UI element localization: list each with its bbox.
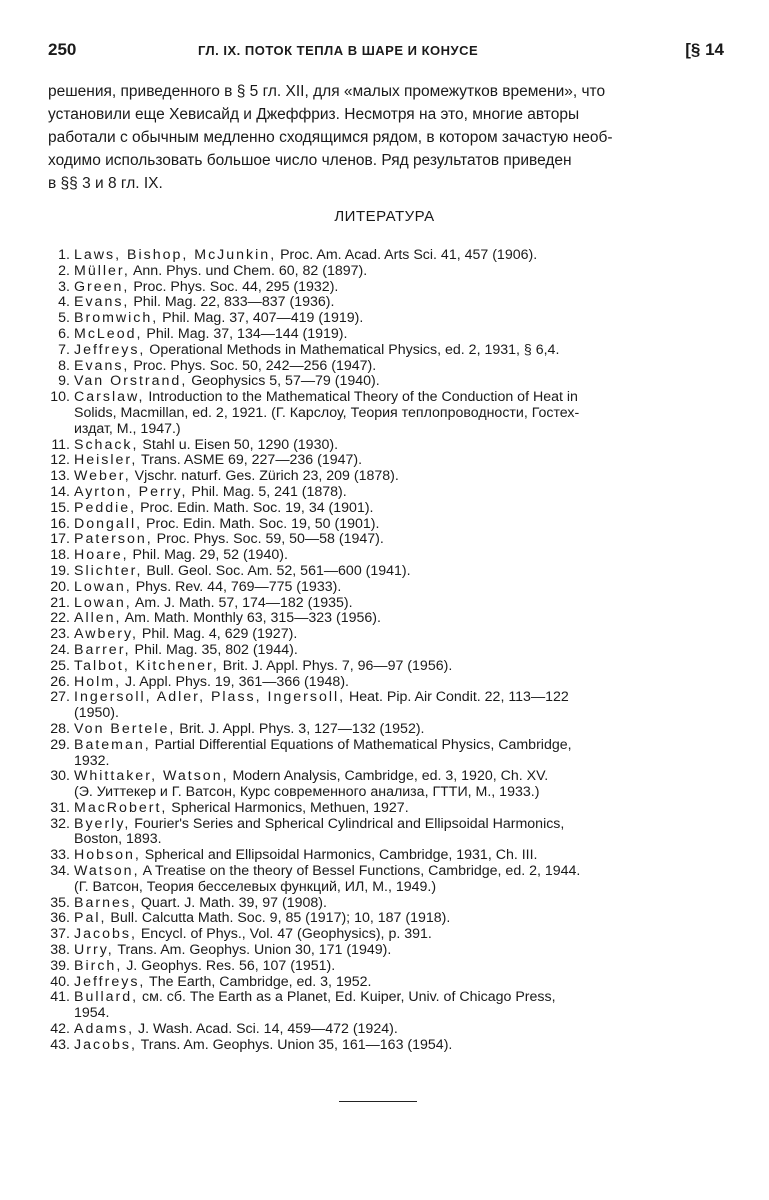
reference-item <box>48 311 724 327</box>
intro-line: ходимо использовать большое число членов. Ряд результатов приведен <box>48 152 572 169</box>
reference-item <box>48 611 724 627</box>
reference-item <box>48 911 724 927</box>
intro-line: установили еще Хевисайд и Джеффриз. Несмотря на это, многие авторы <box>48 106 580 123</box>
reference-text <box>74 327 724 343</box>
reference-source: J. Appl. Phys. 19, 361—366 (1948). <box>121 673 349 690</box>
reference-source: Operational Methods in Mathematical Physics, ed. 2, 1931, § 6,4. <box>145 341 560 358</box>
reference-source: Ann. Phys. und Chem. 60, 82 (1897). <box>129 262 368 279</box>
reference-source: A Treatise on the theory of Bessel Functions, Cambridge, ed. 2, 1944. <box>139 863 581 880</box>
reference-source: Modern Analysis, Cambridge, ed. 3, 1920, Ch. XV. <box>228 768 549 785</box>
reference-item <box>48 517 724 533</box>
reference-authors: MacRobert, <box>74 799 168 816</box>
reference-item <box>48 374 724 390</box>
reference-text <box>74 248 724 264</box>
reference-number: 33. <box>50 847 70 864</box>
reference-source: Bull. Calcutta Math. Soc. 9, 85 (1917); 10, 187 (1918). <box>106 910 451 927</box>
reference-continuation: (Г. Ватсон, Теория бесселевых функций, ИЛ, М., 1949.) <box>74 878 437 895</box>
page-header <box>48 40 724 64</box>
reference-text <box>74 311 724 327</box>
reference-item <box>48 959 724 975</box>
reference-authors: Whittaker, Watson, <box>74 768 229 785</box>
reference-continuation: 1932. <box>74 752 110 769</box>
reference-source: Geophysics 5, 57—79 (1940). <box>187 373 380 390</box>
reference-item <box>48 643 724 659</box>
reference-number: 4. <box>58 294 70 311</box>
reference-number: 30. <box>50 768 70 785</box>
reference-number: 25. <box>50 657 70 674</box>
reference-authors: Jeffreys, <box>74 973 146 990</box>
reference-item <box>48 485 724 501</box>
reference-text <box>74 864 724 880</box>
reference-continuation: Boston, 1893. <box>74 831 162 848</box>
reference-number: 17. <box>50 531 70 548</box>
reference-number: 40. <box>50 973 70 990</box>
reference-authors: Von Bertele, <box>74 720 176 737</box>
reference-number: 35. <box>50 894 70 911</box>
reference-item <box>48 359 724 375</box>
reference-authors: Urry, <box>74 942 114 959</box>
reference-number: 23. <box>50 626 70 643</box>
reference-continuation: (1950). <box>74 705 119 722</box>
reference-number: 2. <box>58 262 70 279</box>
references-list <box>48 248 724 1054</box>
reference-number: 15. <box>50 499 70 516</box>
reference-item <box>48 532 724 548</box>
reference-source: Spherical Harmonics, Methuen, 1927. <box>167 799 409 816</box>
reference-authors: Talbot, Kitchener, <box>74 657 219 674</box>
reference-source: Proc. Edin. Math. Soc. 19, 50 (1901). <box>142 515 380 532</box>
reference-item <box>48 438 724 454</box>
reference-authors: Allen, <box>74 610 122 627</box>
reference-text <box>74 580 724 596</box>
reference-authors: Müller, <box>74 262 130 279</box>
reference-number: 32. <box>50 815 70 832</box>
reference-number: 9. <box>58 373 70 390</box>
reference-text <box>74 627 724 643</box>
reference-text <box>74 975 724 991</box>
reference-text <box>74 280 724 296</box>
reference-source: Trans. Am. Geophys. Union 30, 171 (1949). <box>113 942 392 959</box>
reference-number: 26. <box>50 673 70 690</box>
reference-authors: Barrer, <box>74 641 131 658</box>
reference-number: 19. <box>50 562 70 579</box>
reference-item <box>48 864 724 896</box>
reference-source: Trans. ASME 69, 227—236 (1947). <box>137 452 363 469</box>
reference-source: Phil. Mag. 37, 407—419 (1919). <box>158 310 364 327</box>
reference-text <box>74 959 724 975</box>
reference-source: Vjschr. naturf. Ges. Zürich 23, 209 (1878). <box>130 468 399 485</box>
reference-number: 18. <box>50 547 70 564</box>
reference-number: 29. <box>50 736 70 753</box>
end-divider <box>339 1101 417 1102</box>
reference-authors: Laws, Bishop, McJunkin, <box>74 247 277 263</box>
reference-source: Quart. J. Math. 39, 97 (1908). <box>136 894 327 911</box>
reference-source: Phys. Rev. 44, 769—775 (1933). <box>131 578 342 595</box>
reference-number: 16. <box>50 515 70 532</box>
reference-number: 42. <box>50 1021 70 1038</box>
reference-text <box>74 611 724 627</box>
reference-source: Phil. Mag. 29, 52 (1940). <box>128 547 288 564</box>
reference-text <box>74 548 724 564</box>
reference-number: 37. <box>50 926 70 943</box>
reference-number: 28. <box>50 720 70 737</box>
reference-text <box>74 390 724 406</box>
reference-text <box>74 927 724 943</box>
reference-source: Bull. Geol. Soc. Am. 52, 561—600 (1941). <box>142 562 411 579</box>
reference-text <box>74 817 724 833</box>
reference-number: 8. <box>58 357 70 374</box>
reference-text <box>74 343 724 359</box>
reference-source: Proc. Phys. Soc. 50, 242—256 (1947). <box>129 357 377 374</box>
reference-text <box>74 896 724 912</box>
reference-text <box>74 438 724 454</box>
reference-item <box>48 548 724 564</box>
reference-continuation: (Э. Уиттекер и Г. Ватсон, Курс современного анализа, ГТТИ, М., 1933.) <box>74 784 540 801</box>
reference-number: 38. <box>50 942 70 959</box>
reference-text <box>74 532 724 548</box>
reference-item <box>48 659 724 675</box>
reference-authors: Green, <box>74 278 130 295</box>
reference-item <box>48 469 724 485</box>
reference-authors: Slichter, <box>74 562 143 579</box>
reference-text <box>74 675 724 691</box>
reference-item <box>48 675 724 691</box>
reference-source: Proc. Phys. Soc. 59, 50—58 (1947). <box>152 531 384 548</box>
reference-authors: Ingersoll, Adler, Plass, Ingersoll, <box>74 689 346 706</box>
reference-source: Spherical and Ellipsoidal Harmonics, Cambridge, 1931, Ch. III. <box>140 847 538 864</box>
reference-authors: Bromwich, <box>74 310 159 327</box>
reference-text <box>74 264 724 280</box>
reference-number: 7. <box>58 341 70 358</box>
reference-item <box>48 564 724 580</box>
intro-line: решения, приведенного в § 5 гл. XII, для «малых промежутков времени», что <box>48 83 606 100</box>
reference-authors: Evans, <box>74 294 130 311</box>
reference-source: J. Geophys. Res. 56, 107 (1951). <box>122 957 336 974</box>
reference-authors: Pal, <box>74 910 107 927</box>
reference-text <box>74 1038 724 1054</box>
reference-source: Proc. Phys. Soc. 44, 295 (1932). <box>129 278 339 295</box>
reference-source: Proc. Edin. Math. Soc. 19, 34 (1901). <box>136 499 374 516</box>
reference-text <box>74 596 724 612</box>
reference-number: 31. <box>50 799 70 816</box>
reference-authors: Weber, <box>74 468 131 485</box>
reference-text <box>74 738 724 754</box>
reference-text <box>74 517 724 533</box>
reference-source: Fourier's Series and Spherical Cylindrical and Ellipsoidal Harmonics, <box>130 815 565 832</box>
reference-authors: Lowan, <box>74 594 132 611</box>
reference-source: Phil. Mag. 4, 629 (1927). <box>137 626 298 643</box>
reference-item <box>48 769 724 801</box>
reference-item <box>48 627 724 643</box>
references-heading: ЛИТЕРАТУРА <box>334 208 435 225</box>
reference-item <box>48 927 724 943</box>
reference-number: 1. <box>58 247 70 263</box>
reference-source: Stahl u. Eisen 50, 1290 (1930). <box>138 436 339 453</box>
reference-number: 24. <box>50 641 70 658</box>
reference-source: Brit. J. Appl. Phys. 3, 127—132 (1952). <box>175 720 425 737</box>
reference-item <box>48 596 724 612</box>
reference-number: 11. <box>51 436 70 453</box>
reference-number: 22. <box>50 610 70 627</box>
reference-number: 43. <box>50 1036 70 1053</box>
reference-text <box>74 485 724 501</box>
reference-item <box>48 248 724 264</box>
reference-source: Heat. Pip. Air Condit. 22, 113—122 <box>345 689 569 706</box>
reference-item <box>48 943 724 959</box>
reference-text <box>74 722 724 738</box>
reference-text <box>74 374 724 390</box>
reference-authors: Adams, <box>74 1021 135 1038</box>
reference-text <box>74 501 724 517</box>
reference-text <box>74 469 724 485</box>
reference-source: Proc. Am. Acad. Arts Sci. 41, 457 (1906). <box>276 247 538 263</box>
reference-source: Phil. Mag. 37, 134—144 (1919). <box>142 325 348 342</box>
intro-line: работали с обычным медленно сходящимся рядом, в котором зачастую необ- <box>48 129 613 146</box>
reference-source: Brit. J. Appl. Phys. 7, 96—97 (1956). <box>218 657 453 674</box>
reference-authors: Holm, <box>74 673 122 690</box>
reference-item <box>48 390 724 437</box>
reference-continuation: 1954. <box>74 1005 110 1022</box>
reference-number: 20. <box>50 578 70 595</box>
reference-text <box>74 659 724 675</box>
reference-authors: Lowan, <box>74 578 132 595</box>
reference-item <box>48 722 724 738</box>
reference-number: 10. <box>50 389 70 406</box>
reference-authors: Van Orstrand, <box>74 373 188 390</box>
reference-authors: Bullard, <box>74 989 139 1006</box>
reference-item <box>48 264 724 280</box>
reference-item <box>48 295 724 311</box>
reference-number: 3. <box>58 278 70 295</box>
reference-text <box>74 990 724 1006</box>
reference-number: 13. <box>50 468 70 485</box>
reference-source: Phil. Mag. 35, 802 (1944). <box>130 641 298 658</box>
reference-item <box>48 501 724 517</box>
reference-authors: Dongall, <box>74 515 143 532</box>
reference-item <box>48 817 724 849</box>
reference-number: 36. <box>50 910 70 927</box>
reference-item <box>48 280 724 296</box>
reference-text <box>74 1022 724 1038</box>
section-reference: [§ 14 <box>685 40 724 59</box>
reference-item <box>48 848 724 864</box>
reference-authors: Barnes, <box>74 894 137 911</box>
reference-text <box>74 690 724 706</box>
reference-authors: Hoare, <box>74 547 129 564</box>
reference-number: 41. <box>50 989 70 1006</box>
page-number: 250 <box>48 40 77 59</box>
reference-item <box>48 990 724 1022</box>
reference-number: 34. <box>50 863 70 880</box>
reference-authors: Birch, <box>74 957 123 974</box>
reference-authors: Hobson, <box>74 847 141 864</box>
reference-text <box>74 453 724 469</box>
reference-authors: Peddie, <box>74 499 137 516</box>
reference-item <box>48 580 724 596</box>
reference-authors: McLeod, <box>74 325 143 342</box>
reference-text <box>74 295 724 311</box>
reference-item <box>48 343 724 359</box>
reference-text <box>74 769 724 785</box>
reference-source: The Earth, Cambridge, ed. 3, 1952. <box>145 973 372 990</box>
reference-source: Trans. Am. Geophys. Union 35, 161—163 (1954). <box>136 1036 453 1053</box>
intro-line: в §§ 3 и 8 гл. IX. <box>48 175 163 192</box>
reference-authors: Jacobs, <box>74 926 137 943</box>
intro-paragraph <box>48 80 724 195</box>
reference-authors: Paterson, <box>74 531 153 548</box>
reference-authors: Evans, <box>74 357 130 374</box>
reference-source: см. сб. The Earth as a Planet, Ed. Kuiper, Univ. of Chicago Press, <box>138 989 556 1006</box>
reference-text <box>74 801 724 817</box>
reference-number: 5. <box>58 310 70 327</box>
reference-source: Phil. Mag. 22, 833—837 (1936). <box>129 294 335 311</box>
reference-source: J. Wash. Acad. Sci. 14, 459—472 (1924). <box>134 1021 398 1038</box>
reference-authors: Carslaw, <box>74 389 145 406</box>
reference-number: 14. <box>50 483 70 500</box>
reference-authors: Jacobs, <box>74 1036 137 1053</box>
reference-item <box>48 1022 724 1038</box>
reference-number: 6. <box>58 325 70 342</box>
reference-source: Am. Math. Monthly 63, 315—323 (1956). <box>121 610 381 627</box>
reference-number: 39. <box>50 957 70 974</box>
reference-text <box>74 943 724 959</box>
reference-item <box>48 738 724 770</box>
reference-source: Partial Differential Equations of Mathematical Physics, Cambridge, <box>150 736 572 753</box>
reference-number: 12. <box>50 452 70 469</box>
reference-item <box>48 801 724 817</box>
reference-authors: Bateman, <box>74 736 151 753</box>
reference-item <box>48 453 724 469</box>
reference-source: Phil. Mag. 5, 241 (1878). <box>187 483 347 500</box>
reference-source: Encycl. of Phys., Vol. 47 (Geophysics), p. 391. <box>136 926 432 943</box>
reference-item <box>48 896 724 912</box>
reference-text <box>74 359 724 375</box>
reference-authors: Jeffreys, <box>74 341 146 358</box>
reference-source: Introduction to the Mathematical Theory of the Conduction of Heat in <box>144 389 578 406</box>
reference-item <box>48 327 724 343</box>
reference-text <box>74 564 724 580</box>
reference-text <box>74 643 724 659</box>
reference-continuation: Solids, Macmillan, ed. 2, 1921. (Г. Карслоу, Теория теплопроводности, Гостех- издат, М., 1947.) <box>74 404 580 437</box>
reference-text <box>74 911 724 927</box>
reference-number: 27. <box>50 689 70 706</box>
reference-authors: Heisler, <box>74 452 138 469</box>
reference-text <box>74 848 724 864</box>
reference-authors: Ayrton, Perry, <box>74 483 188 500</box>
reference-item <box>48 975 724 991</box>
reference-authors: Awbery, <box>74 626 138 643</box>
running-title: ГЛ. IX. ПОТОК ТЕПЛА В ШАРЕ И КОНУСЕ <box>198 43 479 58</box>
reference-authors: Schack, <box>74 436 139 453</box>
reference-item <box>48 1038 724 1054</box>
reference-authors: Watson, <box>74 863 140 880</box>
reference-source: Am. J. Math. 57, 174—182 (1935). <box>131 594 353 611</box>
reference-authors: Byerly, <box>74 815 131 832</box>
reference-number: 21. <box>50 594 70 611</box>
reference-item <box>48 690 724 722</box>
